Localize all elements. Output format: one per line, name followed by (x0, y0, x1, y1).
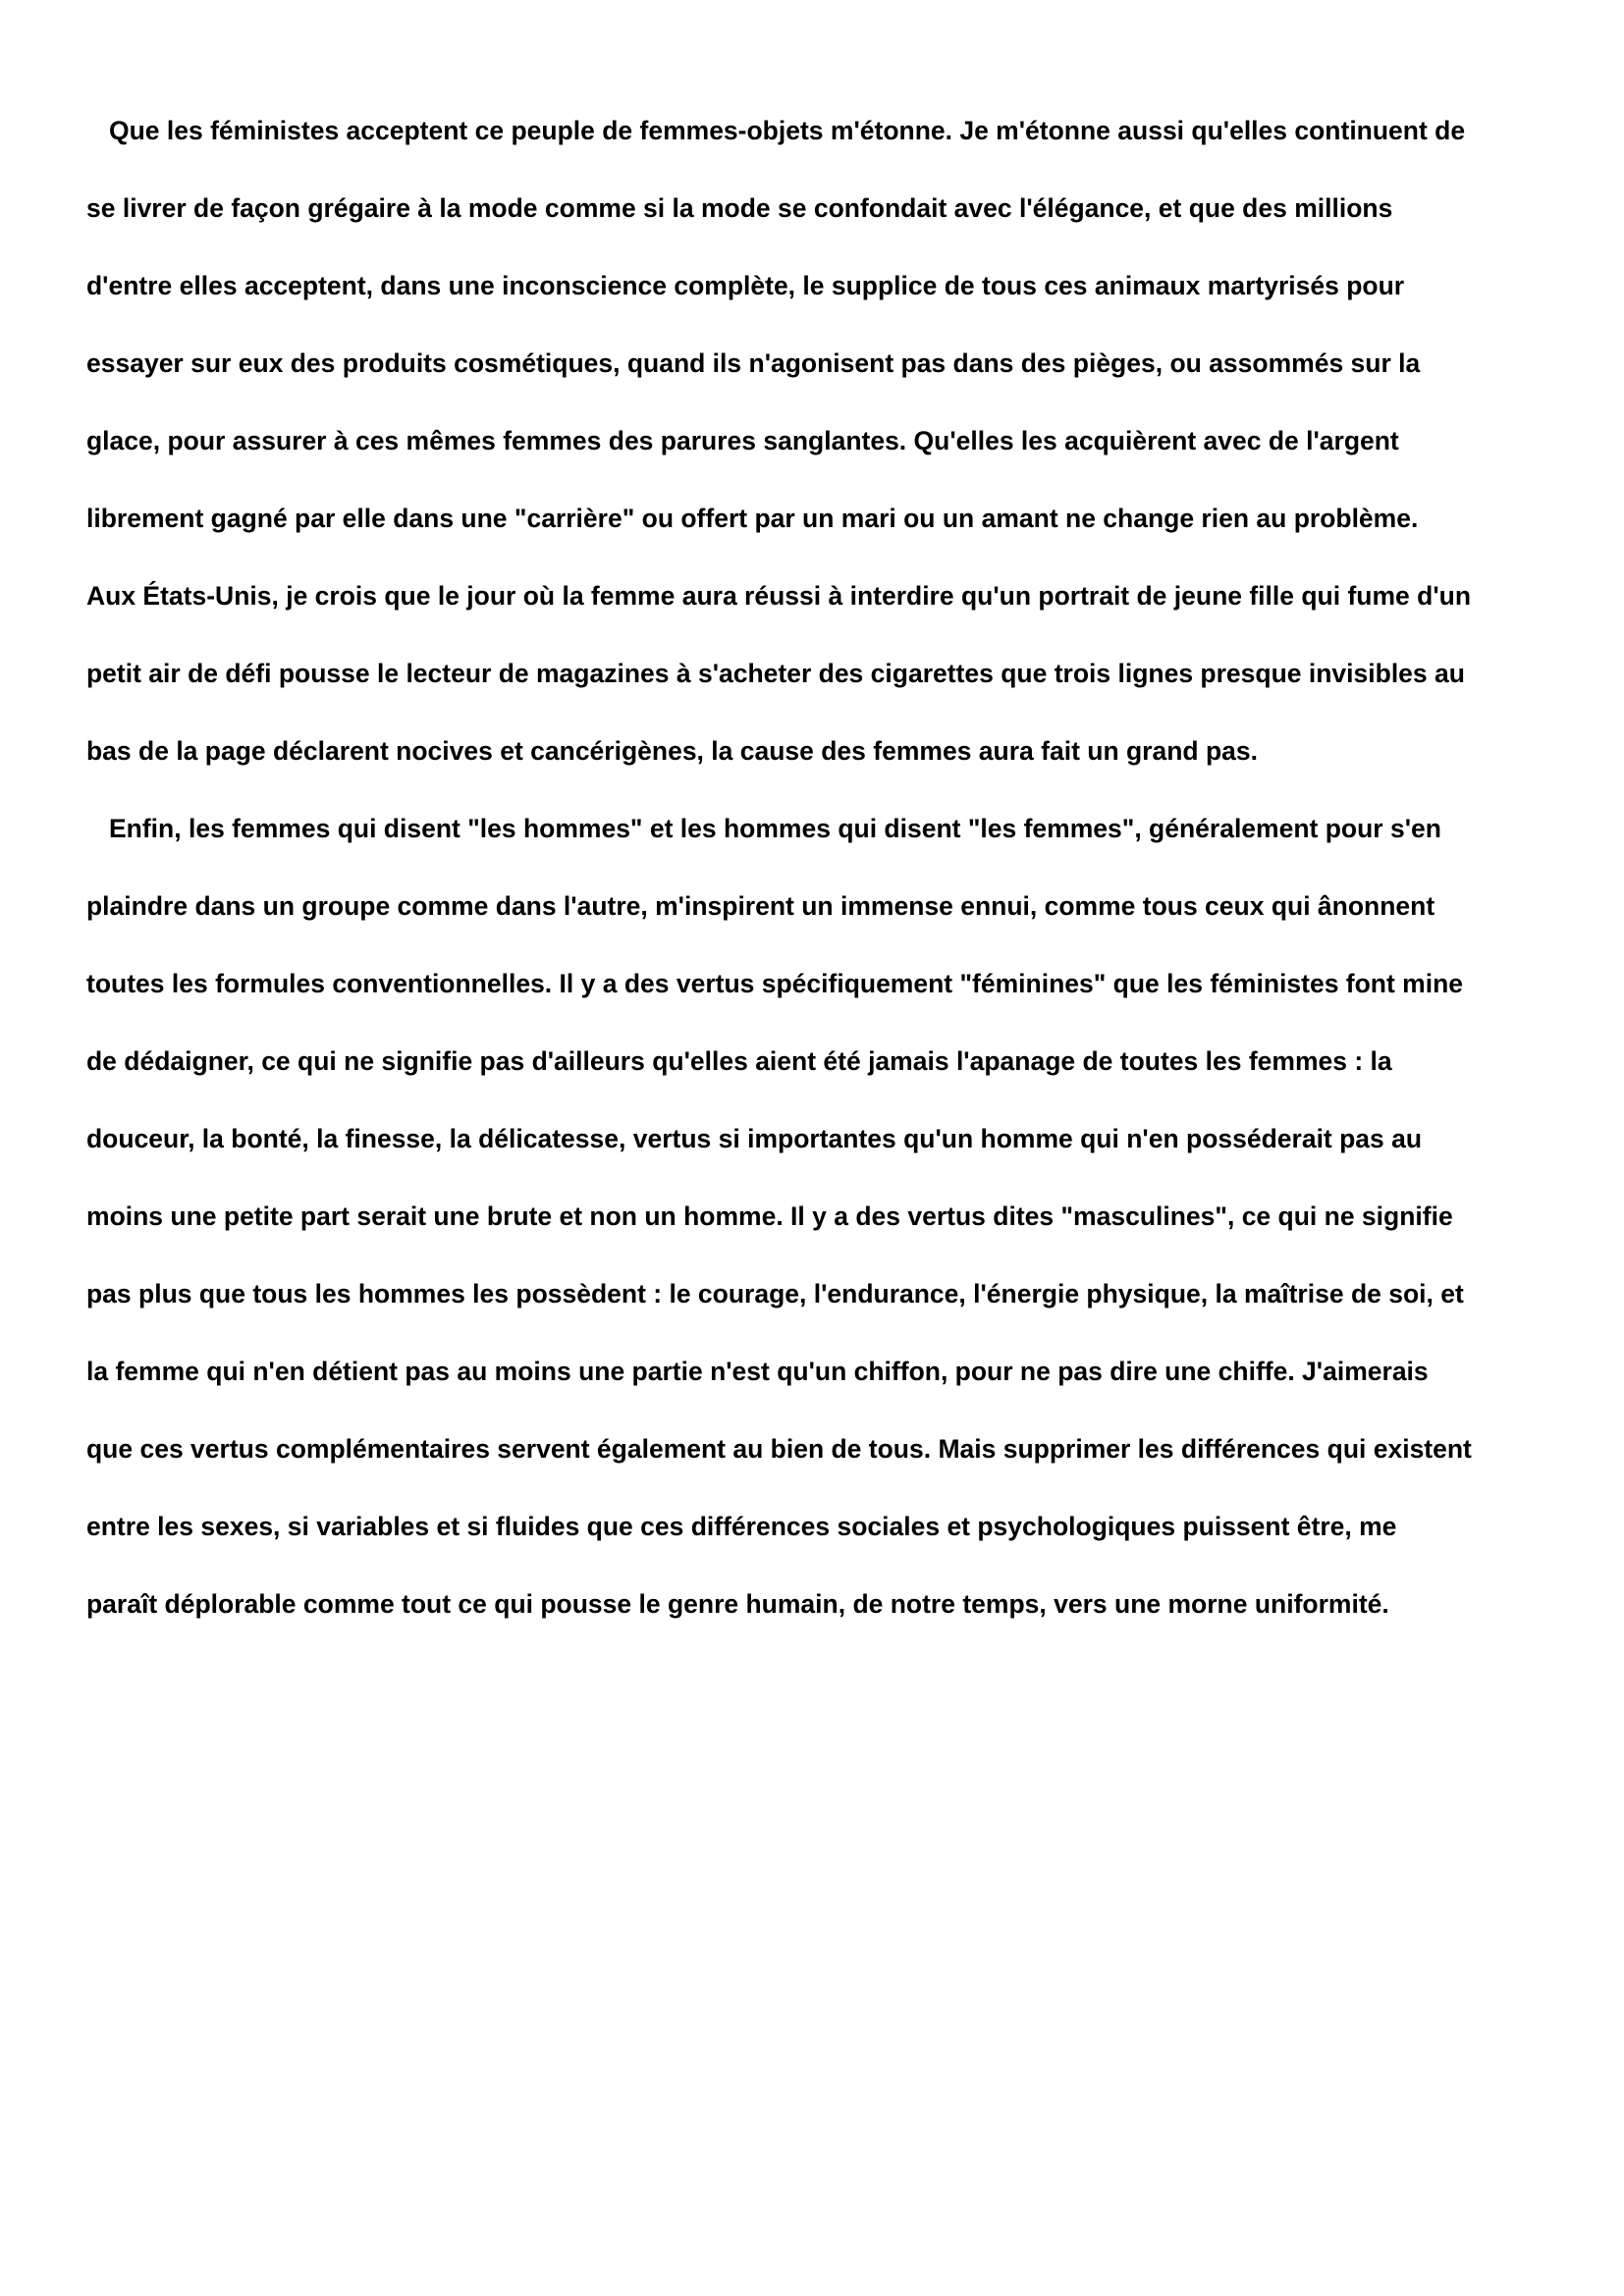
text-line: la femme qui n'en détient pas au moins une partie n'est qu'un chiffon, pour ne pas dire une chiffe. J'aimerais (86, 1357, 1429, 1386)
text-line: que ces vertus complémentaires servent également au bien de tous. Mais supprimer les différences qui existent (86, 1434, 1472, 1464)
paragraph-2 (86, 790, 1559, 1643)
text-line: paraît déplorable comme tout ce qui pousse le genre humain, de notre temps, vers une morne uniformité. (86, 1589, 1389, 1619)
text-line: petit air de défi pousse le lecteur de magazines à s'acheter des cigarettes que trois lignes presque invisibles au (86, 659, 1465, 688)
text-line: toutes les formules conventionnelles. Il y a des vertus spécifiquement "féminines" que les féministes font mine (86, 969, 1464, 998)
text-line: se livrer de façon grégaire à la mode comme si la mode se confondait avec l'élégance, et que des millions (86, 193, 1393, 223)
text-line: plaindre dans un groupe comme dans l'autre, m'inspirent un immense ennui, comme tous ceux qui ânonnent (86, 891, 1435, 921)
text-line: essayer sur eux des produits cosmétiques, quand ils n'agonisent pas dans des pièges, ou assommés sur la (86, 348, 1421, 378)
text-line: Que les féministes acceptent ce peuple de femmes-objets m'étonne. Je m'étonne aussi qu'elles continuent de (109, 116, 1466, 145)
body-text (86, 92, 1559, 1643)
text-line: bas de la page déclarent nocives et cancérigènes, la cause des femmes aura fait un grand pas. (86, 736, 1258, 766)
text-line: moins une petite part serait une brute et non un homme. Il y a des vertus dites "masculines", ce qui ne signifie (86, 1201, 1453, 1231)
text-line: pas plus que tous les hommes les possèdent : le courage, l'endurance, l'énergie physique, la maîtrise de soi, et (86, 1279, 1464, 1308)
text-line: Enfin, les femmes qui disent "les hommes" et les hommes qui disent "les femmes", généralement pour s'en (109, 814, 1441, 843)
paragraph-1 (86, 92, 1559, 790)
text-line: Aux États-Unis, je crois que le jour où la femme aura réussi à interdire qu'un portrait de jeune fille qui fume d'un (86, 581, 1472, 611)
text-line: entre les sexes, si variables et si fluides que ces différences sociales et psychologiques puissent être, me (86, 1512, 1397, 1541)
text-line: douceur, la bonté, la finesse, la délicatesse, vertus si importantes qu'un homme qui n'en posséderait pas au (86, 1124, 1423, 1153)
text-line: d'entre elles acceptent, dans une inconscience complète, le supplice de tous ces animaux martyrisés pour (86, 271, 1405, 300)
text-line: librement gagné par elle dans une "carrière" ou offert par un mari ou un amant ne change rien au problème. (86, 504, 1419, 533)
text-line: de dédaigner, ce qui ne signifie pas d'ailleurs qu'elles aient été jamais l'apanage de toutes les femmes : la (86, 1046, 1392, 1076)
text-line: glace, pour assurer à ces mêmes femmes des parures sanglantes. Qu'elles les acquièrent avec de l'argent (86, 426, 1399, 455)
